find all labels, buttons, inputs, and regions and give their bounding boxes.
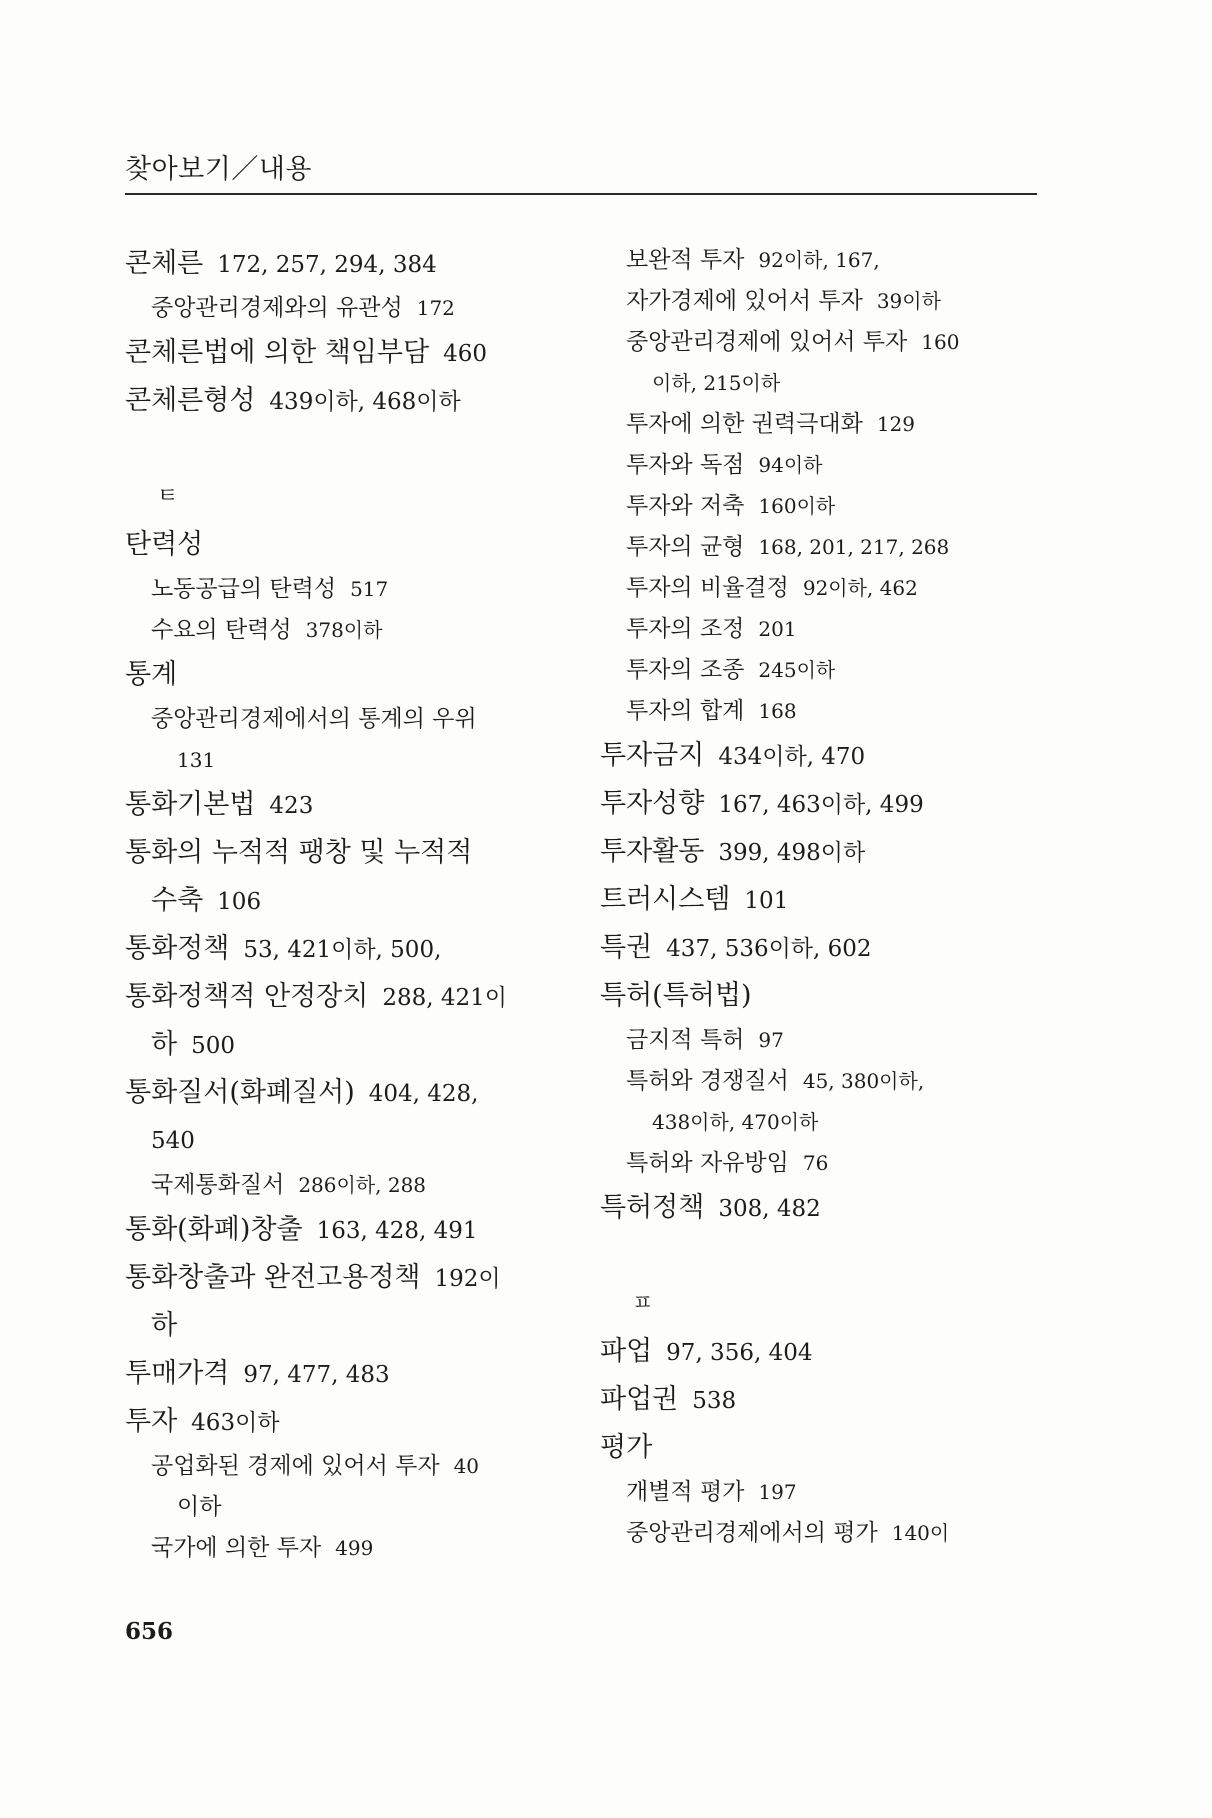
index-pages: 167, 463이하, 499 <box>718 792 924 818</box>
index-subentry <box>125 288 565 329</box>
index-pages: 378이하 <box>305 618 383 642</box>
index-entry <box>125 377 565 425</box>
section-gap <box>600 1232 1040 1280</box>
index-term: 이하 <box>177 1494 222 1520</box>
index-pages: 434이하, 470 <box>718 744 866 770</box>
index-term: 국가에 의한 투자 <box>151 1535 322 1561</box>
index-term: 투자의 조정 <box>626 616 745 642</box>
index-pages: 101 <box>744 888 789 914</box>
index-term: 투자에 의한 권력극대화 <box>626 411 863 437</box>
index-subentry <box>600 281 1040 322</box>
index-entry <box>125 1398 565 1446</box>
index-pages: 201 <box>758 617 797 641</box>
index-subentry <box>125 1165 565 1206</box>
index-pages: 160이하 <box>758 494 836 518</box>
index-term: 보완적 투자 <box>626 247 745 273</box>
index-pages: 172, 257, 294, 384 <box>217 252 437 278</box>
index-term: 하 <box>151 1310 178 1341</box>
index-pages: 39이하 <box>876 289 941 313</box>
index-entry <box>600 972 1040 1020</box>
running-header-title: 찾아보기／내용 <box>125 154 312 185</box>
index-entry <box>125 240 565 288</box>
index-pages: 76 <box>802 1151 829 1175</box>
section-letter: ㅌ <box>157 484 179 509</box>
index-pages: 92이하, 462 <box>802 576 918 600</box>
index-term: 특허(특허법) <box>600 980 752 1011</box>
section-gap <box>125 425 565 473</box>
index-term: 노동공급의 탄력성 <box>151 576 337 602</box>
index-pages: 308, 482 <box>718 1196 821 1222</box>
index-entry <box>125 651 565 699</box>
index-term: 중앙관리경제에서의 통계의 우위 <box>151 706 477 732</box>
index-pages: 499 <box>335 1536 374 1560</box>
index-column-right <box>600 240 1040 1554</box>
index-term: 통화정책 <box>125 933 230 964</box>
index-entry-continuation <box>125 740 565 781</box>
index-subentry <box>600 1472 1040 1513</box>
index-term: 투자금지 <box>600 740 705 771</box>
index-pages: 92이하, 167, <box>758 248 880 272</box>
index-entry-continuation <box>125 1302 565 1350</box>
index-pages: 94이하 <box>758 453 823 477</box>
index-pages: 404, 428, <box>368 1081 479 1107</box>
index-term: 통화(화폐)창출 <box>125 1214 303 1245</box>
index-term: 콘체른법에 의한 책임부담 <box>125 337 430 368</box>
index-term: 투매가격 <box>125 1358 230 1389</box>
index-term: 평가 <box>600 1432 653 1463</box>
index-term: 콘체른형성 <box>125 385 256 416</box>
index-pages: 437, 536이하, 602 <box>666 936 872 962</box>
index-subentry <box>125 569 565 610</box>
index-entry-continuation <box>600 1102 1040 1143</box>
index-pages: 140이 <box>891 1521 950 1545</box>
index-subentry <box>125 1528 565 1569</box>
index-pages: 53, 421이하, 500, <box>243 937 442 963</box>
index-pages: 97, 356, 404 <box>666 1340 813 1366</box>
index-entry <box>600 1376 1040 1424</box>
index-pages: 399, 498이하 <box>718 840 866 866</box>
index-pages: 163, 428, 491 <box>316 1218 478 1244</box>
index-entry <box>600 924 1040 972</box>
index-term: 투자의 조종 <box>626 657 745 683</box>
index-entry-continuation <box>125 1487 565 1528</box>
index-subentry <box>600 486 1040 527</box>
index-term: 수요의 탄력성 <box>151 617 292 643</box>
index-term: 투자 <box>125 1406 178 1437</box>
index-term: 통화정책적 안정장치 <box>125 981 369 1012</box>
index-term: 통화기본법 <box>125 789 256 820</box>
index-term: 통화질서(화폐질서) <box>125 1077 355 1108</box>
index-subentry <box>600 1143 1040 1184</box>
index-term: 파업 <box>600 1336 653 1367</box>
index-entry <box>125 1069 565 1117</box>
index-pages: 40 <box>453 1454 480 1478</box>
index-pages: 438이하, 470이하 <box>652 1110 819 1134</box>
index-entry-continuation <box>125 877 565 925</box>
index-pages: 460 <box>443 341 487 367</box>
index-subentry <box>600 1061 1040 1102</box>
index-entry <box>125 1206 565 1254</box>
index-term: 탄력성 <box>125 529 204 560</box>
index-column-left <box>125 240 565 1569</box>
index-pages: 517 <box>350 577 389 601</box>
index-entry <box>125 1254 565 1302</box>
index-term: 자가경제에 있어서 투자 <box>626 288 863 314</box>
index-pages: 245이하 <box>758 658 836 682</box>
index-entry <box>125 329 565 377</box>
index-entry <box>600 1328 1040 1376</box>
index-term: 통화의 누적적 팽창 및 누적적 <box>125 837 473 868</box>
index-entry <box>125 1350 565 1398</box>
index-subentry <box>125 699 565 740</box>
index-term: 콘체른 <box>125 248 204 279</box>
index-term: 특허정책 <box>600 1192 705 1223</box>
index-entry <box>600 732 1040 780</box>
index-term: 국제통화질서 <box>151 1172 285 1198</box>
index-pages: 45, 380이하, <box>802 1069 925 1093</box>
index-term: 파업권 <box>600 1384 679 1415</box>
index-term: 투자의 균형 <box>626 534 745 560</box>
index-term: 투자와 저축 <box>626 493 745 519</box>
index-entry <box>600 1184 1040 1232</box>
index-subentry <box>125 1446 565 1487</box>
index-pages: 500 <box>191 1033 235 1059</box>
index-subentry <box>600 691 1040 732</box>
index-subentry <box>600 527 1040 568</box>
index-subentry <box>600 445 1040 486</box>
index-pages: 97 <box>758 1028 784 1052</box>
index-pages: 192이 <box>434 1266 501 1292</box>
index-term: 개별적 평가 <box>626 1479 745 1505</box>
index-pages: 538 <box>692 1388 737 1414</box>
index-subentry <box>600 1513 1040 1554</box>
index-entry <box>600 828 1040 876</box>
index-term: 하 <box>151 1029 178 1060</box>
index-term: 금지적 특허 <box>626 1027 745 1053</box>
page-number: 656 <box>125 1618 174 1645</box>
index-pages: 172 <box>416 296 455 320</box>
index-term: 통화창출과 완전고용정책 <box>125 1262 421 1293</box>
index-term: 중앙관리경제와의 유관성 <box>151 295 403 321</box>
index-pages: 이하, 215이하 <box>652 371 781 395</box>
index-pages: 106 <box>217 889 262 915</box>
index-term: 중앙관리경제에서의 평가 <box>626 1520 878 1546</box>
index-pages: 197 <box>758 1480 797 1504</box>
index-entry-continuation <box>600 363 1040 404</box>
index-subentry <box>600 404 1040 445</box>
index-pages: 168 <box>758 699 797 723</box>
index-term: 투자와 독점 <box>626 452 745 478</box>
index-term: 특허와 자유방임 <box>626 1150 789 1176</box>
index-term: 트러시스템 <box>600 884 731 915</box>
index-entry <box>125 973 565 1021</box>
index-term: 통계 <box>125 659 178 690</box>
index-subentry <box>600 322 1040 363</box>
index-pages: 288, 421이 <box>382 985 507 1011</box>
index-subentry <box>600 568 1040 609</box>
index-entry <box>600 780 1040 828</box>
index-term: 중앙관리경제에 있어서 투자 <box>626 329 908 355</box>
index-term: 투자성향 <box>600 788 705 819</box>
index-subentry <box>600 609 1040 650</box>
index-term: 투자의 합계 <box>626 698 745 724</box>
running-header <box>125 153 1037 195</box>
index-entry <box>125 521 565 569</box>
index-pages: 160 <box>921 330 960 354</box>
index-pages: 423 <box>269 793 314 819</box>
index-subentry <box>125 610 565 651</box>
index-pages: 463이하 <box>191 1410 280 1436</box>
section-letter: ㅍ <box>632 1291 654 1316</box>
index-entry <box>600 876 1040 924</box>
index-pages: 286이하, 288 <box>298 1173 427 1197</box>
index-entry <box>600 1424 1040 1472</box>
index-subentry <box>600 1020 1040 1061</box>
index-term: 투자의 비율결정 <box>626 575 789 601</box>
index-term: 수축 <box>151 885 204 916</box>
index-pages: 168, 201, 217, 268 <box>758 535 950 559</box>
index-term: 투자활동 <box>600 836 705 867</box>
index-pages: 129 <box>876 412 915 436</box>
index-pages: 131 <box>177 748 216 772</box>
index-term: 특허와 경쟁질서 <box>626 1068 789 1094</box>
index-term: 특권 <box>600 932 653 963</box>
index-entry-continuation <box>125 1021 565 1069</box>
index-entry-continuation <box>125 1117 565 1165</box>
index-pages: 540 <box>151 1128 195 1154</box>
index-pages: 439이하, 468이하 <box>269 389 461 415</box>
index-entry <box>125 829 565 877</box>
index-entry <box>125 925 565 973</box>
index-subentry <box>600 650 1040 691</box>
index-pages: 97, 477, 483 <box>243 1362 390 1388</box>
index-subentry <box>600 240 1040 281</box>
index-entry <box>125 781 565 829</box>
index-term: 공업화된 경제에 있어서 투자 <box>151 1453 440 1479</box>
